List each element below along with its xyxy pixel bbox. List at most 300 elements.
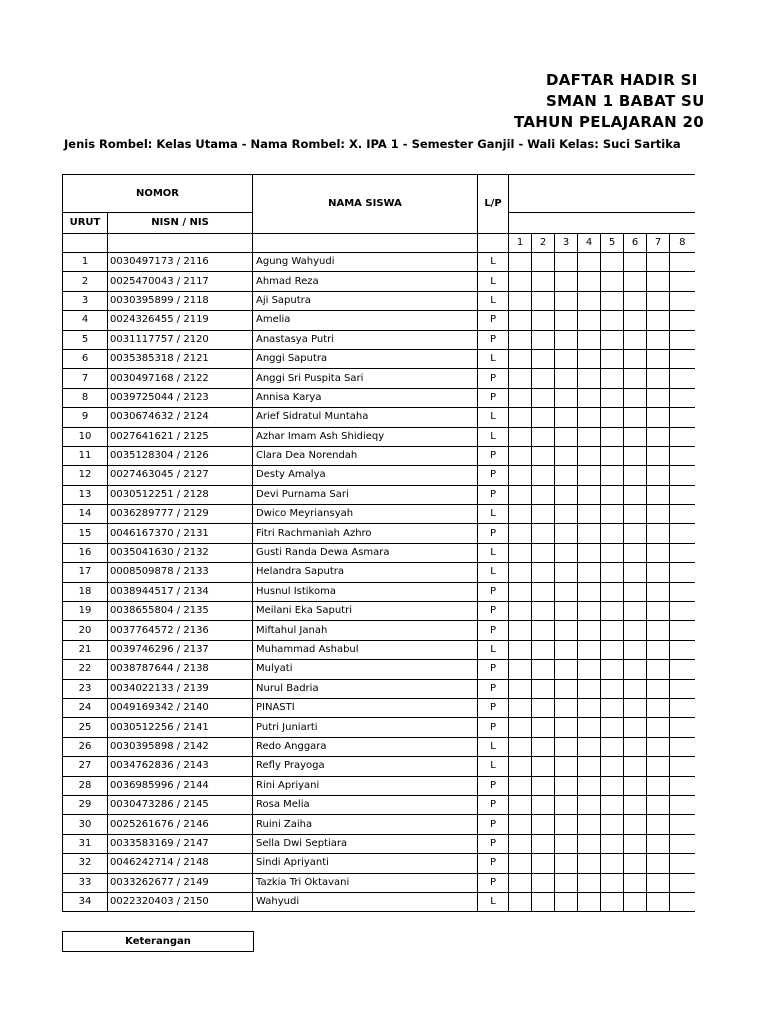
attendance-cell[interactable] [509,408,532,427]
student-row [63,427,695,446]
attendance-cell[interactable] [601,795,624,814]
attendance-cell[interactable] [532,524,555,543]
attendance-cell[interactable] [555,815,578,834]
attendance-cell[interactable] [601,679,624,698]
attendance-cell[interactable] [555,854,578,873]
attendance-cell[interactable] [532,563,555,582]
attendance-cell[interactable] [601,427,624,446]
attendance-cell[interactable] [509,466,532,485]
attendance-cell[interactable] [509,834,532,853]
attendance-cell[interactable] [532,757,555,776]
attendance-cell[interactable] [509,427,532,446]
attendance-cell[interactable] [555,563,578,582]
blank-cell [63,234,108,253]
nisn-cell: 0031117757 / 2120 [108,330,253,349]
attendance-cell[interactable] [624,757,647,776]
attendance-cell[interactable] [670,698,695,717]
attendance-cell[interactable] [532,776,555,795]
attendance-cell[interactable] [509,621,532,640]
attendance-cell[interactable] [601,563,624,582]
attendance-cell[interactable] [670,737,695,756]
attendance-cell[interactable] [647,427,670,446]
attendance-cell[interactable] [532,718,555,737]
attendance-cell[interactable] [670,349,695,368]
attendance-cell[interactable] [647,873,670,892]
attendance-cell[interactable] [601,311,624,330]
attendance-cell[interactable] [647,543,670,562]
attendance-cell[interactable] [624,408,647,427]
attendance-cell[interactable] [601,369,624,388]
attendance-cell[interactable] [670,291,695,310]
attendance-cell[interactable] [578,272,601,291]
attendance-cell[interactable] [555,524,578,543]
attendance-cell[interactable] [601,718,624,737]
attendance-cell[interactable] [624,698,647,717]
attendance-cell[interactable] [670,854,695,873]
attendance-cell[interactable] [647,524,670,543]
attendance-cell[interactable] [509,757,532,776]
attendance-cell[interactable] [647,621,670,640]
attendance-cell[interactable] [578,291,601,310]
attendance-cell[interactable] [601,330,624,349]
attendance-cell[interactable] [578,388,601,407]
attendance-cell[interactable] [624,873,647,892]
attendance-cell[interactable] [670,330,695,349]
attendance-cell[interactable] [578,718,601,737]
attendance-cell[interactable] [532,737,555,756]
student-row [63,446,695,465]
attendance-cell[interactable] [601,543,624,562]
attendance-cell[interactable] [670,582,695,601]
attendance-cell[interactable] [647,718,670,737]
attendance-cell[interactable] [509,446,532,465]
attendance-cell[interactable] [532,311,555,330]
attendance-cell[interactable] [647,582,670,601]
attendance-cell[interactable] [532,466,555,485]
attendance-cell[interactable] [624,776,647,795]
gender-cell: P [478,446,509,465]
attendance-cell[interactable] [555,776,578,795]
attendance-cell[interactable] [509,253,532,272]
attendance-cell[interactable] [601,485,624,504]
attendance-cell[interactable] [578,524,601,543]
attendance-cell[interactable] [555,446,578,465]
attendance-cell[interactable] [578,602,601,621]
attendance-cell[interactable] [555,330,578,349]
attendance-cell[interactable] [555,660,578,679]
attendance-cell[interactable] [578,892,601,911]
attendance-cell[interactable] [624,330,647,349]
attendance-cell[interactable] [624,795,647,814]
attendance-table [62,174,695,912]
attendance-cell[interactable] [532,834,555,853]
gender-cell: L [478,408,509,427]
attendance-cell[interactable] [601,854,624,873]
attendance-cell[interactable] [555,834,578,853]
attendance-cell[interactable] [647,408,670,427]
attendance-cell[interactable] [509,330,532,349]
attendance-cell[interactable] [578,446,601,465]
attendance-cell[interactable] [624,834,647,853]
attendance-cell[interactable] [555,640,578,659]
attendance-cell[interactable] [578,737,601,756]
attendance-cell[interactable] [601,408,624,427]
attendance-cell[interactable] [647,369,670,388]
attendance-cell[interactable] [555,698,578,717]
attendance-cell[interactable] [532,408,555,427]
attendance-cell[interactable] [647,815,670,834]
attendance-cell[interactable] [670,408,695,427]
attendance-cell[interactable] [578,311,601,330]
attendance-cell[interactable] [509,892,532,911]
attendance-cell[interactable] [509,582,532,601]
attendance-cell[interactable] [670,388,695,407]
attendance-cell[interactable] [555,543,578,562]
attendance-cell[interactable] [601,388,624,407]
attendance-cell[interactable] [670,272,695,291]
attendance-cell[interactable] [647,737,670,756]
attendance-cell[interactable] [555,369,578,388]
attendance-cell[interactable] [601,640,624,659]
attendance-cell[interactable] [624,854,647,873]
attendance-cell[interactable] [647,776,670,795]
attendance-cell[interactable] [670,660,695,679]
gender-cell: P [478,466,509,485]
attendance-cell[interactable] [578,582,601,601]
attendance-cell[interactable] [601,291,624,310]
attendance-cell[interactable] [555,311,578,330]
attendance-cell[interactable] [624,718,647,737]
attendance-cell[interactable] [532,679,555,698]
attendance-cell[interactable] [509,369,532,388]
attendance-cell[interactable] [647,660,670,679]
student-name: Agung Wahyudi [253,253,478,272]
attendance-cell[interactable] [509,679,532,698]
attendance-cell[interactable] [601,621,624,640]
attendance-cell[interactable] [578,854,601,873]
attendance-cell[interactable] [509,815,532,834]
attendance-cell[interactable] [647,311,670,330]
attendance-cell[interactable] [555,621,578,640]
attendance-cell[interactable] [601,253,624,272]
attendance-cell[interactable] [555,272,578,291]
nisn-cell: 0037764572 / 2136 [108,621,253,640]
attendance-cell[interactable] [532,582,555,601]
attendance-cell[interactable] [670,640,695,659]
attendance-cell[interactable] [578,485,601,504]
attendance-cell[interactable] [647,485,670,504]
attendance-cell[interactable] [601,873,624,892]
attendance-cell[interactable] [624,815,647,834]
attendance-cell[interactable] [647,446,670,465]
attendance-cell[interactable] [532,892,555,911]
attendance-cell[interactable] [647,388,670,407]
attendance-cell[interactable] [532,427,555,446]
attendance-cell[interactable] [670,679,695,698]
attendance-cell[interactable] [509,873,532,892]
attendance-cell[interactable] [670,873,695,892]
attendance-cell[interactable] [624,582,647,601]
attendance-cell[interactable] [670,311,695,330]
attendance-cell[interactable] [578,505,601,524]
attendance-cell[interactable] [624,485,647,504]
attendance-cell[interactable] [624,543,647,562]
attendance-cell[interactable] [578,563,601,582]
attendance-cell[interactable] [578,873,601,892]
attendance-cell[interactable] [555,679,578,698]
gender-cell: L [478,427,509,446]
nisn-cell: 0035041630 / 2132 [108,543,253,562]
attendance-cell[interactable] [670,563,695,582]
attendance-cell[interactable] [578,369,601,388]
attendance-cell[interactable] [578,660,601,679]
attendance-cell[interactable] [647,854,670,873]
attendance-cell[interactable] [509,776,532,795]
student-row [63,660,695,679]
attendance-cell[interactable] [532,291,555,310]
attendance-cell[interactable] [509,640,532,659]
attendance-cell[interactable] [509,388,532,407]
student-name: Clara Dea Norendah [253,446,478,465]
attendance-cell[interactable] [555,253,578,272]
attendance-cell[interactable] [509,505,532,524]
attendance-cell[interactable] [647,698,670,717]
attendance-cell[interactable] [509,311,532,330]
attendance-cell[interactable] [555,388,578,407]
attendance-cell[interactable] [509,543,532,562]
nisn-cell: 0022320403 / 2150 [108,892,253,911]
attendance-cell[interactable] [670,892,695,911]
attendance-cell[interactable] [578,776,601,795]
attendance-cell[interactable] [670,834,695,853]
attendance-cell[interactable] [555,873,578,892]
attendance-cell[interactable] [670,718,695,737]
attendance-cell[interactable] [509,272,532,291]
attendance-cell[interactable] [509,485,532,504]
attendance-cell[interactable] [578,253,601,272]
gender-cell: P [478,795,509,814]
attendance-cell[interactable] [532,640,555,659]
attendance-cell[interactable] [532,505,555,524]
attendance-cell[interactable] [624,524,647,543]
attendance-cell[interactable] [532,660,555,679]
attendance-cell[interactable] [624,388,647,407]
attendance-cell[interactable] [670,427,695,446]
attendance-cell[interactable] [670,369,695,388]
attendance-cell[interactable] [624,291,647,310]
attendance-cell[interactable] [601,446,624,465]
attendance-cell[interactable] [647,505,670,524]
attendance-cell[interactable] [624,737,647,756]
attendance-cell[interactable] [624,369,647,388]
attendance-cell[interactable] [532,349,555,368]
attendance-cell[interactable] [578,795,601,814]
attendance-cell[interactable] [601,757,624,776]
attendance-cell[interactable] [624,602,647,621]
attendance-cell[interactable] [532,795,555,814]
attendance-cell[interactable] [532,369,555,388]
attendance-cell[interactable] [532,815,555,834]
attendance-cell[interactable] [670,505,695,524]
attendance-cell[interactable] [509,854,532,873]
attendance-cell[interactable] [647,330,670,349]
attendance-cell[interactable] [555,349,578,368]
attendance-cell[interactable] [601,582,624,601]
attendance-cell[interactable] [624,621,647,640]
attendance-cell[interactable] [624,466,647,485]
attendance-cell[interactable] [532,446,555,465]
attendance-cell[interactable] [509,349,532,368]
nisn-cell: 0038944517 / 2134 [108,582,253,601]
attendance-cell[interactable] [624,563,647,582]
attendance-cell[interactable] [555,485,578,504]
attendance-cell[interactable] [509,524,532,543]
attendance-cell[interactable] [555,291,578,310]
attendance-cell[interactable] [509,737,532,756]
attendance-cell[interactable] [670,621,695,640]
attendance-cell[interactable] [555,466,578,485]
attendance-cell[interactable] [624,272,647,291]
attendance-cell[interactable] [601,737,624,756]
attendance-cell[interactable] [509,291,532,310]
attendance-cell[interactable] [647,253,670,272]
attendance-cell[interactable] [532,621,555,640]
attendance-cell[interactable] [647,640,670,659]
student-row [63,621,695,640]
attendance-cell[interactable] [647,602,670,621]
attendance-cell[interactable] [670,815,695,834]
attendance-cell[interactable] [555,408,578,427]
attendance-cell[interactable] [578,427,601,446]
student-name: Gusti Randa Dewa Asmara [253,543,478,562]
attendance-cell[interactable] [578,330,601,349]
attendance-cell[interactable] [578,543,601,562]
attendance-cell[interactable] [509,698,532,717]
row-number: 26 [63,737,108,756]
attendance-cell[interactable] [555,892,578,911]
attendance-cell[interactable] [670,543,695,562]
attendance-cell[interactable] [532,854,555,873]
row-number: 8 [63,388,108,407]
attendance-cell[interactable] [647,349,670,368]
attendance-cell[interactable] [647,834,670,853]
attendance-cell[interactable] [555,795,578,814]
attendance-cell[interactable] [555,602,578,621]
attendance-cell[interactable] [578,834,601,853]
student-row [63,253,695,272]
attendance-cell[interactable] [532,873,555,892]
attendance-cell[interactable] [578,466,601,485]
attendance-cell[interactable] [670,446,695,465]
attendance-cell[interactable] [578,349,601,368]
attendance-cell[interactable] [601,272,624,291]
attendance-cell[interactable] [601,892,624,911]
attendance-cell[interactable] [624,311,647,330]
attendance-cell[interactable] [509,660,532,679]
gender-cell: L [478,757,509,776]
attendance-cell[interactable] [670,485,695,504]
attendance-cell[interactable] [532,330,555,349]
attendance-cell[interactable] [670,757,695,776]
attendance-cell[interactable] [624,640,647,659]
attendance-cell[interactable] [601,524,624,543]
attendance-cell[interactable] [601,698,624,717]
attendance-cell[interactable] [532,272,555,291]
attendance-cell[interactable] [624,679,647,698]
attendance-cell[interactable] [555,427,578,446]
attendance-cell[interactable] [647,795,670,814]
attendance-cell[interactable] [647,892,670,911]
attendance-cell[interactable] [647,466,670,485]
attendance-cell[interactable] [578,815,601,834]
attendance-cell[interactable] [555,505,578,524]
attendance-cell[interactable] [670,466,695,485]
attendance-cell[interactable] [509,602,532,621]
attendance-cell[interactable] [601,660,624,679]
nisn-cell: 0038787644 / 2138 [108,660,253,679]
attendance-cell[interactable] [509,795,532,814]
student-name: Arief Sidratul Muntaha [253,408,478,427]
attendance-cell[interactable] [509,718,532,737]
attendance-cell[interactable] [555,718,578,737]
attendance-cell[interactable] [624,892,647,911]
attendance-cell[interactable] [509,563,532,582]
attendance-cell[interactable] [601,466,624,485]
attendance-cell[interactable] [624,660,647,679]
attendance-cell[interactable] [670,776,695,795]
attendance-cell[interactable] [670,253,695,272]
attendance-cell[interactable] [624,505,647,524]
attendance-cell[interactable] [601,776,624,795]
attendance-cell[interactable] [624,253,647,272]
attendance-cell[interactable] [647,679,670,698]
attendance-cell[interactable] [601,505,624,524]
attendance-cell[interactable] [647,563,670,582]
attendance-cell[interactable] [601,834,624,853]
attendance-cell[interactable] [555,582,578,601]
attendance-cell[interactable] [624,349,647,368]
attendance-cell[interactable] [578,757,601,776]
gender-cell: P [478,815,509,834]
attendance-cell[interactable] [624,427,647,446]
attendance-cell[interactable] [532,485,555,504]
attendance-cell[interactable] [670,524,695,543]
attendance-cell[interactable] [670,795,695,814]
attendance-cell[interactable] [532,388,555,407]
attendance-cell[interactable] [601,602,624,621]
attendance-cell[interactable] [532,543,555,562]
day-header-2: 2 [532,234,555,253]
attendance-cell[interactable] [647,291,670,310]
attendance-cell[interactable] [624,446,647,465]
attendance-cell[interactable] [578,698,601,717]
attendance-cell[interactable] [578,679,601,698]
attendance-cell[interactable] [670,602,695,621]
attendance-cell[interactable] [578,640,601,659]
attendance-cell[interactable] [578,408,601,427]
attendance-cell[interactable] [578,621,601,640]
attendance-cell[interactable] [601,349,624,368]
attendance-cell[interactable] [532,698,555,717]
attendance-cell[interactable] [555,757,578,776]
attendance-cell[interactable] [601,815,624,834]
gender-cell: P [478,854,509,873]
attendance-cell[interactable] [647,757,670,776]
attendance-cell[interactable] [647,272,670,291]
attendance-cell[interactable] [555,737,578,756]
attendance-cell[interactable] [532,602,555,621]
attendance-cell[interactable] [532,253,555,272]
